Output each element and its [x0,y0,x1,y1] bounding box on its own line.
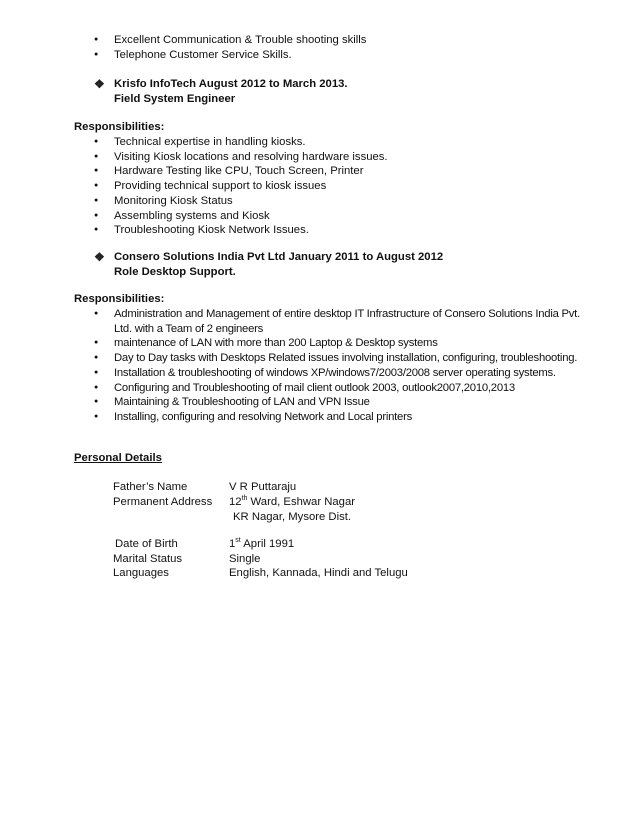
address-label: Permanent Address [113,496,213,508]
responsibilities-heading: Responsibilities: [74,121,165,133]
diamond-bullet-icon: ❖ [94,77,105,91]
address-value: 12th Ward, Eshwar Nagar [229,495,355,508]
job-entry-consero [94,250,443,280]
list-item: ● maintenance of LAN with more than 200 Laptop & Desktop systems [94,336,594,351]
list-item: ● Maintaining & Troubleshooting of LAN and VPN Issue [94,395,594,410]
marital-status-value: Single [229,553,261,565]
list-item: ● Installing, configuring and resolving Network and Local printers [94,410,594,425]
languages-value: English, Kannada, Hindi and Telugu [229,567,408,579]
dob-label: Date of Birth [115,538,178,550]
job-title: Consero Solutions India Pvt Ltd January 2011 to August 2012 [114,251,444,263]
address-line2: KR Nagar, Mysore Dist. [233,511,352,523]
responsibilities-list [94,135,594,238]
list-item: ● Telephone Customer Service Skills. [94,48,594,63]
job-entry-krisfo [94,77,348,107]
marital-status-label: Marital Status [113,553,183,565]
list-item: ● Visiting Kiosk locations and resolving hardware issues. [94,150,594,165]
fathers-name-value: V R Puttaraju [229,481,297,493]
personal-details-heading: Personal Details [74,452,162,464]
list-item: ● Troubleshooting Kiosk Network Issues. [94,223,594,238]
list-item: ● Assembling systems and Kiosk [94,209,594,224]
list-item: ● Installation & troubleshooting of windows XP/windows7/2003/2008 server operating systems. [94,366,594,381]
list-item: ● Monitoring Kiosk Status [94,194,594,209]
languages-label: Languages [113,567,169,579]
responsibilities-list [94,307,594,425]
list-item: ● Technical expertise in handling kiosks. [94,135,594,150]
job-role: Role Desktop Support. [114,266,236,278]
list-item: ● Day to Day tasks with Desktops Related issues involving installation, configuring, troubleshooting. [94,351,594,366]
list-item: ● Administration and Management of entire desktop IT Infrastructure of Consero Solutions India Pvt. Ltd. with a Team of 2 engineers [94,307,594,336]
list-item: ● Excellent Communication & Trouble shooting skills [94,33,594,48]
skills-list [94,33,594,62]
responsibilities-heading: Responsibilities: [74,293,165,305]
job-title: Krisfo InfoTech August 2012 to March 2013. [114,78,348,90]
list-item: ● Hardware Testing like CPU, Touch Screen, Printer [94,164,594,179]
job-role: Field System Engineer [114,93,236,105]
list-item: ● Providing technical support to kiosk issues [94,179,594,194]
diamond-bullet-icon: ❖ [94,250,105,264]
list-item: ● Configuring and Troubleshooting of mail client outlook 2003, outlook2007,2010,2013 [94,381,594,396]
dob-value: 1st April 1991 [229,537,295,550]
fathers-name-label: Father’s Name [113,481,188,493]
